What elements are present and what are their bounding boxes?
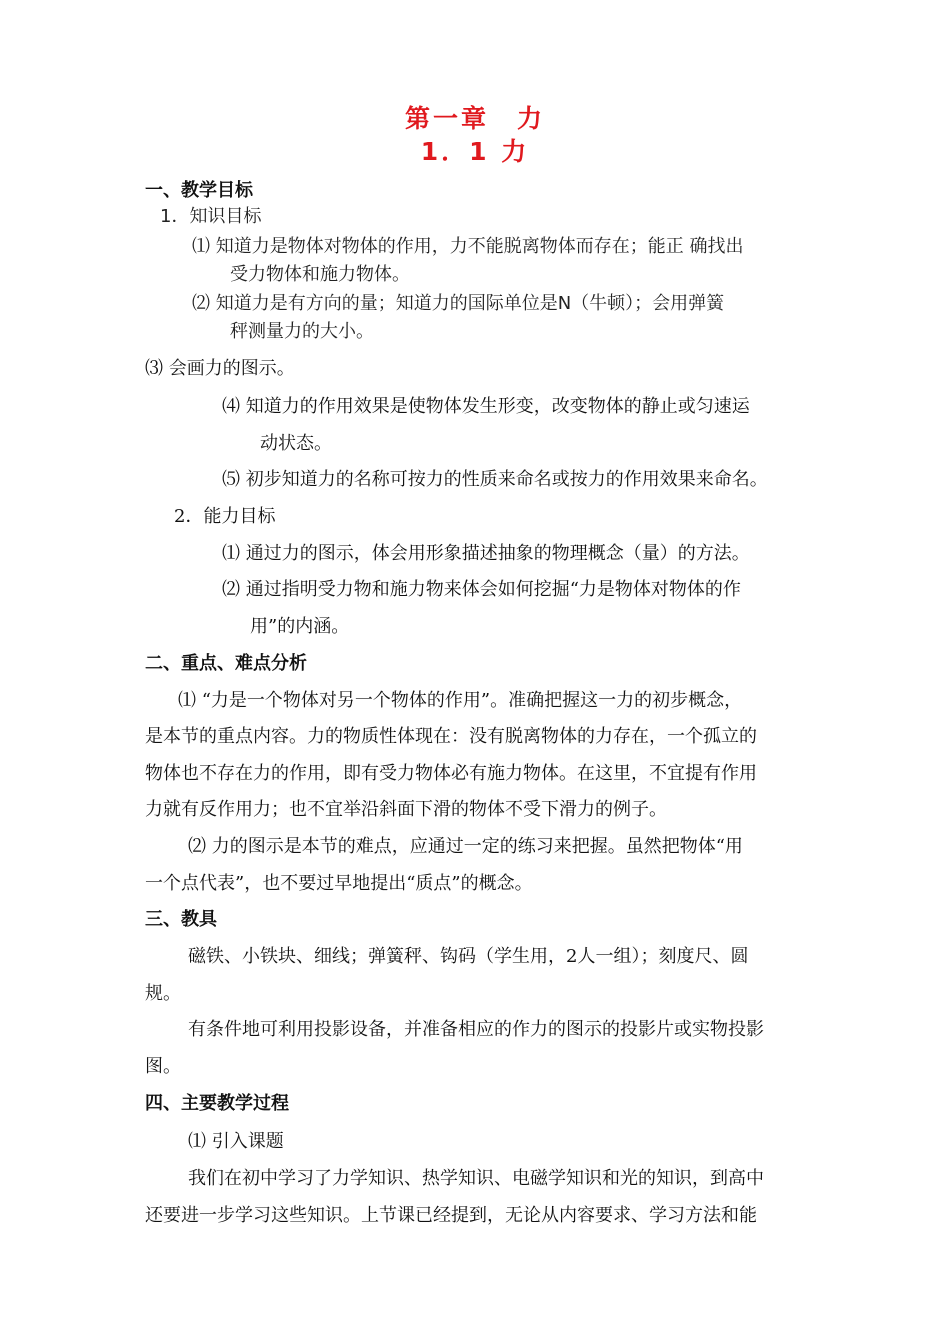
key-point-1-line-1: ⑴ “力是一个物体对另一个物体的作用”。准确把握这一力的初步概念， (178, 690, 743, 711)
key-point-2-line-2: 一个点代表”，也不要过早地提出“质点”的概念。 (145, 873, 533, 894)
key-point-1-line-2: 是本节的重点内容。力的物质性体现在：没有脱离物体的力存在，一个孤立的 (145, 726, 757, 747)
process-paragraph-line-2: 还要进一步学习这些知识。上节课已经提到，无论从内容要求、学习方法和能 (145, 1205, 757, 1226)
heading-teaching-goals: 一、教学目标 (145, 180, 253, 201)
key-point-1-line-3: 物体也不存在力的作用，即有受力物体必有施力物体。在这里，不宜提有作用 (145, 763, 757, 784)
aids-paragraph-1-line-1: 磁铁、小铁块、细线；弹簧秤、钩码（学生用，2人一组）；刻度尺、圆 (188, 946, 749, 967)
knowledge-item-4-line-2: 动状态。 (260, 433, 332, 454)
section-title: 1．1 力 (420, 137, 530, 166)
key-point-1-line-4: 力就有反作用力；也不宜举沿斜面下滑的物体不受下滑力的例子。 (145, 799, 667, 820)
knowledge-item-1-line-2: 受力物体和施力物体。 (230, 264, 410, 285)
ability-item-2-line-2: 用”的内涵。 (250, 616, 350, 637)
heading-key-points: 二、重点、难点分析 (145, 653, 307, 674)
heading-teaching-aids: 三、教具 (145, 909, 217, 930)
knowledge-item-4-line-1: ⑷ 知道力的作用效果是使物体发生形变，改变物体的静止或匀速运 (222, 396, 750, 417)
process-subheading-intro: ⑴ 引入课题 (188, 1131, 284, 1152)
aids-paragraph-1-line-2: 规。 (145, 983, 181, 1004)
subheading-ability-goals: 2．能力目标 (174, 506, 276, 527)
knowledge-item-1-line-1: ⑴ 知道力是物体对物体的作用，力不能脱离物体而存在；能正 确找出 (192, 236, 744, 257)
chapter-title: 第一章 力 (404, 104, 545, 133)
ability-item-1: ⑴ 通过力的图示，体会用形象描述抽象的物理概念（量）的方法。 (222, 543, 750, 564)
ability-item-2-line-1: ⑵ 通过指明受力物和施力物来体会如何挖掘“力是物体对物体的作 (222, 579, 741, 600)
process-paragraph-line-1: 我们在初中学习了力学知识、热学知识、电磁学知识和光的知识，到高中 (188, 1168, 764, 1189)
knowledge-item-2-line-2: 秤测量力的大小。 (230, 321, 374, 342)
heading-teaching-process: 四、主要教学过程 (145, 1093, 289, 1114)
knowledge-item-2-line-1: ⑵ 知道力是有方向的量；知道力的国际单位是N（牛顿）；会用弹簧 (192, 293, 725, 314)
knowledge-item-5: ⑸ 初步知道力的名称可按力的性质来命名或按力的作用效果来命名。 (222, 469, 768, 490)
aids-paragraph-2-line-2: 图。 (145, 1056, 181, 1077)
subheading-knowledge-goals: 1．知识目标 (160, 206, 262, 227)
knowledge-item-3: ⑶ 会画力的图示。 (145, 358, 295, 379)
aids-paragraph-2-line-1: 有条件地可利用投影设备，并准备相应的作力的图示的投影片或实物投影 (188, 1019, 764, 1040)
key-point-2-line-1: ⑵ 力的图示是本节的难点，应通过一定的练习来把握。虽然把物体“用 (188, 836, 743, 857)
